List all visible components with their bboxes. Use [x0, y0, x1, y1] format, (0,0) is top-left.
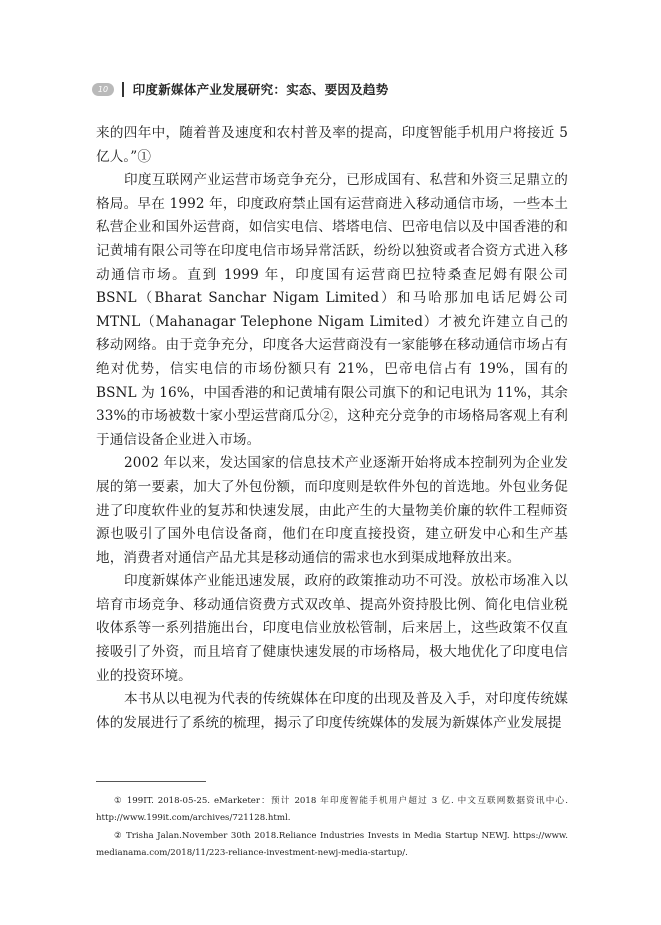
paragraph: 本书从以电视为代表的传统媒体在印度的出现及普及入手，对印度传统媒体的发展进行了系统的梳理，揭示了印度传统媒体的发展为新媒体产业发展提: [96, 691, 568, 731]
paragraph: 印度互联网产业运营市场竞争充分，已形成国有、私营和外资三足鼎立的格局。早在 1992 年，印度政府禁止国有运营商进入移动通信市场，一些本土私营企业和国外运营商，如信实电信、塔塔电信、巴帝电信以及中国香港的和记黄埔有限公司等在印度电信市场异常活跃，纷纷以独资或者合资方式进入移动通信市场。直到 1999 年，印度国有运营商巴拉特桑查尼姆有限公司 BSNL（Bharat Sanchar Nigam Limited）和马哈那加电话尼姆公司 MTNL（Mahanagar Telephone Nigam Limited）才被允许建立自己的移动网络。由于竞争充分，印度各大运营商没有一家能够在移动通信市场占有绝对优势，信实电信的市场份额只有 21%，巴帝电信占有 19%，国有的 BSNL 为 16%，中国香港的和记黄埔有限公司旗下的和记电讯为 11%，其余 33%的市场被数十家小型运营商瓜分②，这种充分竞争的市场格局客观上有利于通信设备企业进入市场。: [96, 172, 568, 448]
page-number-badge: 10: [92, 83, 114, 96]
running-header: [92, 78, 389, 100]
paragraph: 印度新媒体产业能迅速发展，政府的政策推动功不可没。放松市场准入以培育市场竞争、移动通信资费方式双改单、提高外资持股比例、简化电信业税收体系等一系列措施出台，印度电信业放松管制，后来居上，这些政策不仅直接吸引了外资，而且培育了健康快速发展的市场格局，极大地优化了印度电信业的投资环境。: [96, 573, 568, 684]
paragraph: 2002 年以来，发达国家的信息技术产业逐渐开始将成本控制列为企业发展的第一要素，加大了外包份额，而印度则是软件外包的首选地。外包业务促进了印度软件业的复苏和快速发展，由此产生的大量物美价廉的软件工程师资源也吸引了国外电信设备商，他们在印度直接投资，建立研发中心和生产基地，消费者对通信产品尤其是移动通信的需求也水到渠成地释放出来。: [96, 455, 568, 566]
footnote-separator: [96, 781, 206, 782]
paragraph-continuation: 来的四年中，随着普及速度和农村普及率的提高，印度智能手机用户将接近 5 亿人。”①: [96, 125, 568, 165]
footnote-2: ② Trisha Jalan.November 30th 2018.Reliance Industries Invests in Media Startup NEWJ. https://www. medianama.com/2018/11/223-reliance-investment-newj-media-startup/.: [96, 831, 568, 858]
running-header-title: 印度新媒体产业发展研究：实态、要因及趋势: [132, 82, 389, 97]
footnote-1: ① 199IT. 2018-05-25. eMarketer：预计 2018 年印度智能手机用户超过 3 亿. 中文互联网数据资讯中心. http://www.199it.com/archives/721128.html.: [96, 796, 568, 823]
body-text: [96, 122, 568, 735]
footnotes: [96, 793, 568, 863]
header-divider: [122, 82, 124, 97]
